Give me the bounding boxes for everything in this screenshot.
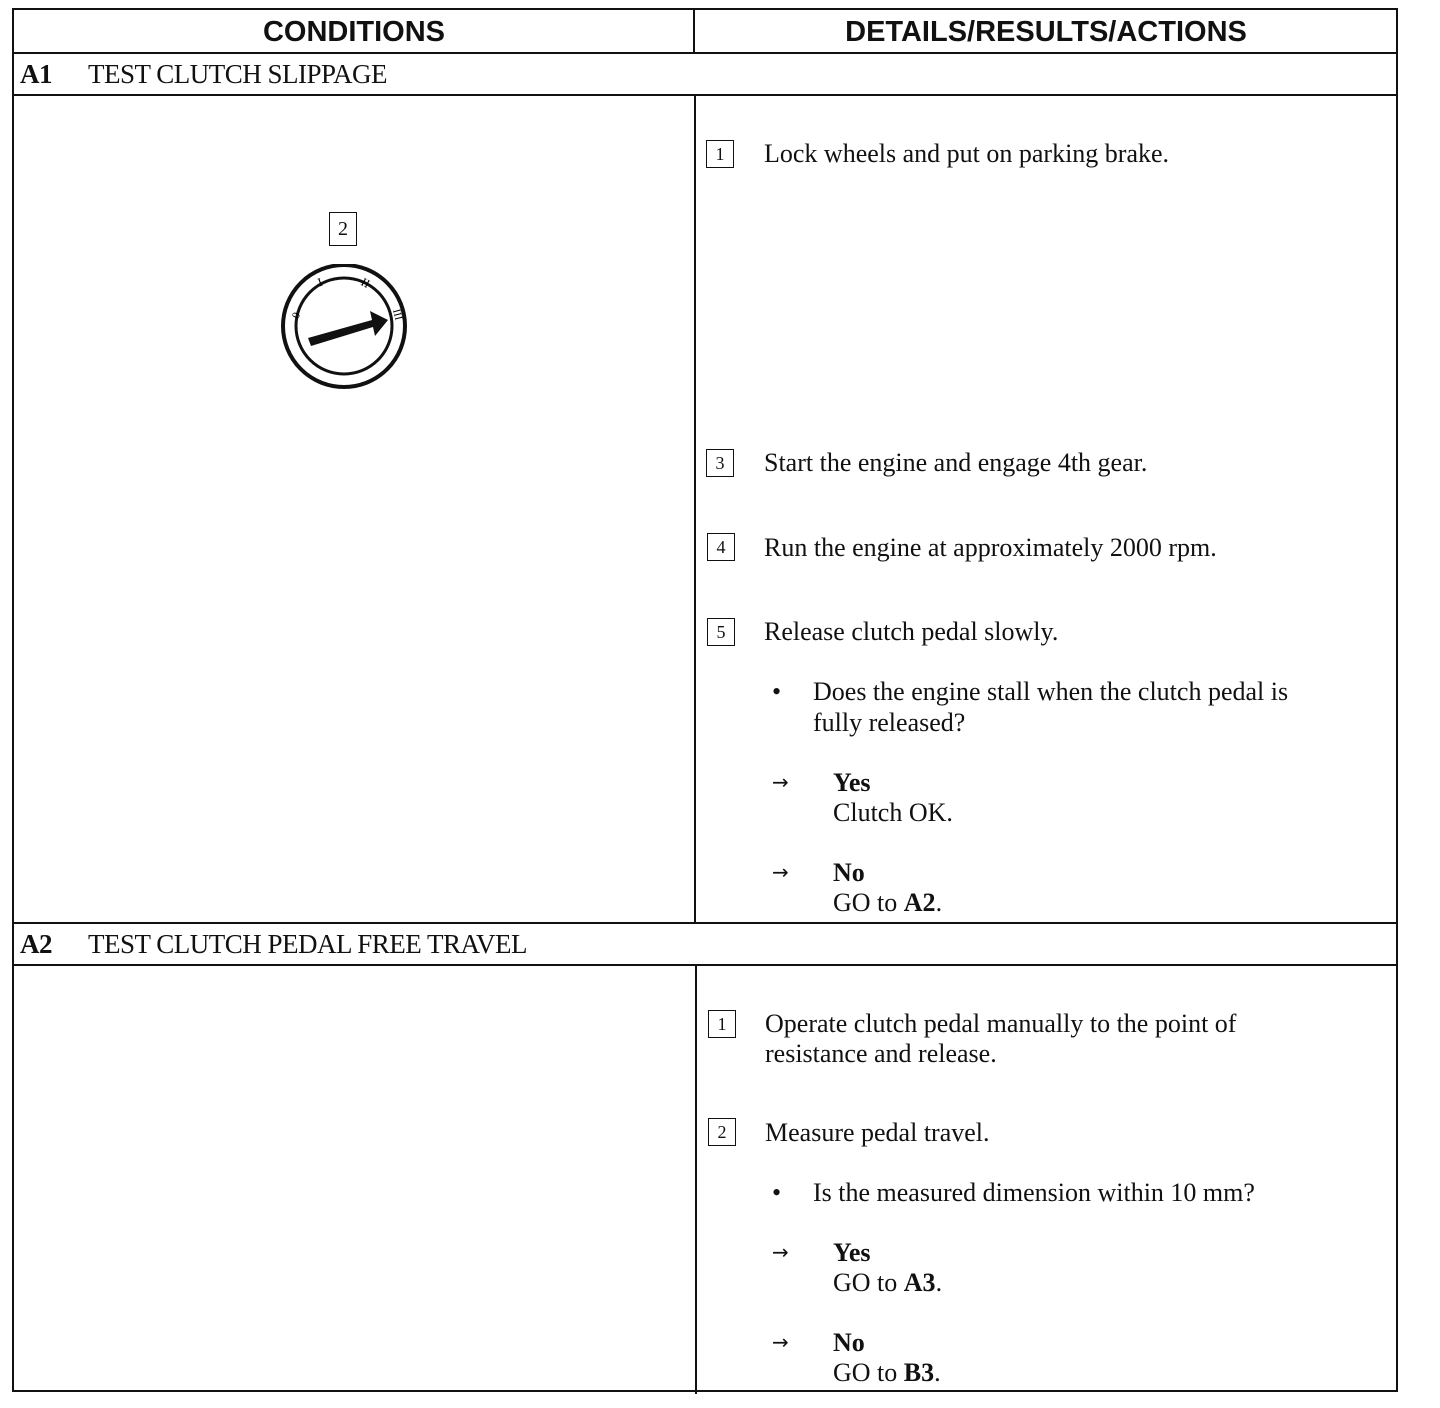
a2-no-label: No bbox=[833, 1328, 865, 1357]
a2-yes-label: Yes bbox=[833, 1238, 871, 1267]
details-header: DETAILS/RESULTS/ACTIONS bbox=[845, 16, 1247, 48]
ignition-switch-icon bbox=[280, 264, 410, 390]
a1-question-line-2: fully released? bbox=[813, 708, 966, 737]
arrow-right-icon: → bbox=[772, 1240, 789, 1264]
section-a1-code: A1 bbox=[20, 59, 52, 89]
a1-yes-label: Yes bbox=[833, 768, 871, 797]
a2-step-1-text-line-1: Operate clutch pedal manually to the point of bbox=[765, 1009, 1237, 1038]
a2-yes-result: GO to A3. bbox=[833, 1268, 943, 1297]
section-a2-title-text: TEST CLUTCH PEDAL FREE TRAVEL bbox=[88, 929, 528, 959]
arrow-right-icon: → bbox=[772, 860, 789, 884]
a2-step-2-number: 2 bbox=[708, 1118, 736, 1146]
section-a1-divider bbox=[14, 94, 1396, 96]
a1-question-line-1: Does the engine stall when the clutch pedal is bbox=[813, 677, 1289, 706]
a1-no-result: GO to A2. bbox=[833, 888, 943, 917]
section-a2-code: A2 bbox=[20, 929, 52, 959]
a2-no-target: B3 bbox=[903, 1358, 935, 1387]
section-a2-divider bbox=[14, 964, 1396, 966]
a2-step-2-text: Measure pedal travel. bbox=[765, 1118, 990, 1147]
conditions-header: CONDITIONS bbox=[262, 16, 446, 48]
section-a2-title bbox=[20, 924, 527, 964]
illustration-label: 2 bbox=[329, 212, 357, 246]
a1-step-5-text: Release clutch pedal slowly. bbox=[764, 617, 1059, 646]
a1-step-3-number: 3 bbox=[706, 449, 734, 477]
a1-no-target: A2 bbox=[903, 888, 936, 917]
a2-yes-target: A3 bbox=[903, 1268, 936, 1297]
a2-step-1-number: 1 bbox=[708, 1010, 736, 1038]
a2-question: Is the measured dimension within 10 mm? bbox=[813, 1178, 1255, 1207]
bullet-icon: • bbox=[772, 1178, 782, 1207]
a1-step-1-text: Lock wheels and put on parking brake. bbox=[764, 139, 1170, 168]
table-header bbox=[14, 10, 1396, 54]
dial-mark-2: II bbox=[358, 274, 373, 291]
arrow-right-icon: → bbox=[772, 1330, 789, 1354]
dial-mark-3: III bbox=[390, 307, 405, 322]
a1-step-1-number: 1 bbox=[706, 140, 734, 168]
a1-step-5-number: 5 bbox=[707, 618, 735, 646]
a1-no-label: No bbox=[833, 858, 865, 887]
a1-step-3-text: Start the engine and engage 4th gear. bbox=[764, 448, 1148, 477]
bullet-icon: • bbox=[772, 677, 782, 706]
a1-column-divider bbox=[694, 94, 696, 924]
a1-step-4-text: Run the engine at approximately 2000 rpm. bbox=[764, 533, 1217, 562]
a2-no-result: GO to B3. bbox=[833, 1358, 941, 1387]
section-a1-title bbox=[20, 54, 387, 94]
arrow-right-icon: → bbox=[772, 770, 789, 794]
a2-column-divider bbox=[695, 964, 697, 1394]
dial-mark-0: 0 bbox=[289, 310, 304, 321]
a1-step-4-number: 4 bbox=[707, 533, 735, 561]
section-a1-title-text: TEST CLUTCH SLIPPAGE bbox=[88, 59, 388, 89]
header-divider bbox=[693, 10, 695, 54]
a2-step-1-text-line-2: resistance and release. bbox=[765, 1039, 997, 1068]
a1-yes-result: Clutch OK. bbox=[833, 798, 953, 827]
dial-pointer bbox=[308, 311, 388, 346]
dial-mark-1: I bbox=[315, 274, 325, 290]
